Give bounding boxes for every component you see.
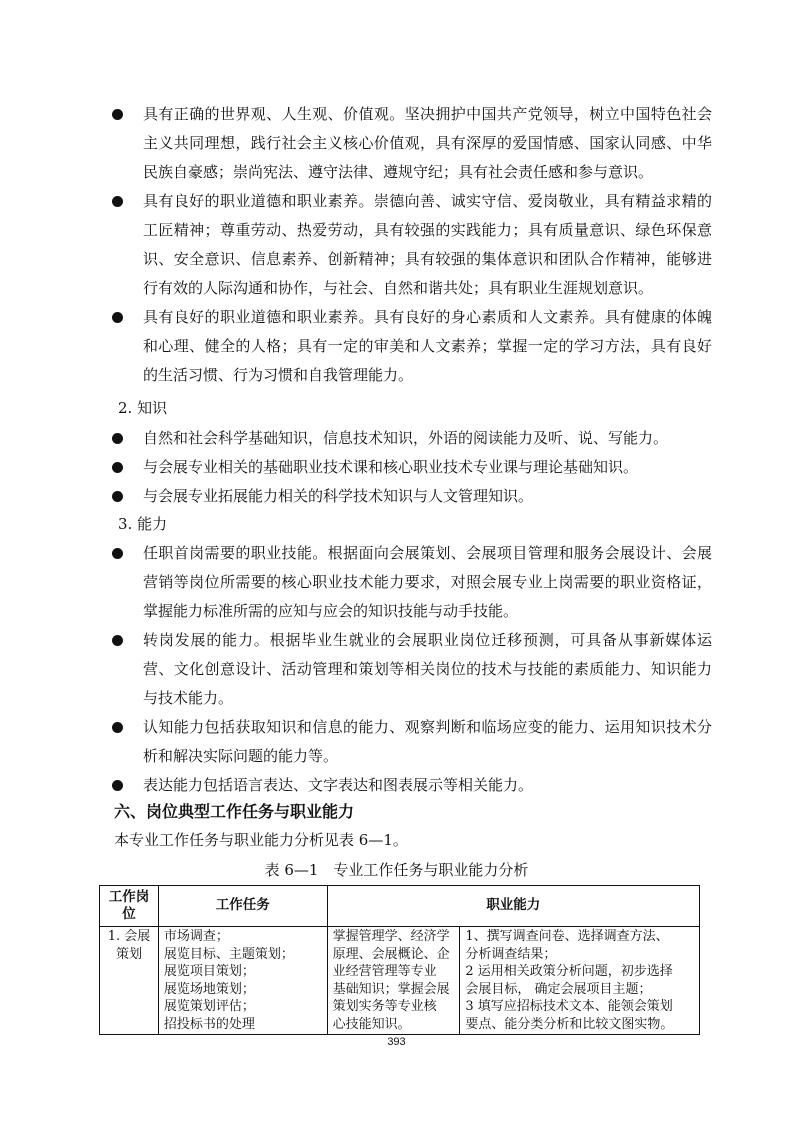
list-item: 具有良好的职业道德和职业素养。崇德向善、诚实守信、爱岗敬业，具有精益求精的工匠精神；尊重劳动、热爱劳动，具有较强的实践能力；具有质量意识、绿色环保意识、安全意识、信息素养、创新精神；具有较强的集体意识和团队合作精神，能够进行有效的人际沟通和协作，与社会、自然和谐共处；具有职业生涯规划意识。 bbox=[112, 187, 712, 303]
section-title: 六、岗位典型工作任务与职业能力 bbox=[114, 802, 355, 821]
bullet-icon bbox=[112, 196, 123, 207]
header-abilities: 职业能力 bbox=[327, 886, 699, 927]
bullet-icon bbox=[112, 312, 123, 323]
ability-heading: 3. 能力 bbox=[118, 515, 168, 533]
intro-text: 本专业工作任务与职业能力分析见表 6—1。 bbox=[114, 831, 408, 849]
list-item: 与会展专业拓展能力相关的科学技术知识与人文管理知识。 bbox=[112, 482, 712, 511]
knowledge-list bbox=[112, 424, 712, 511]
table-row bbox=[100, 927, 700, 1035]
bullet-icon bbox=[112, 462, 123, 473]
header-tasks: 工作任务 bbox=[158, 886, 327, 927]
list-item: 表达能力包括语言表达、文字表达和图表展示等相关能力。 bbox=[112, 771, 712, 800]
table-header-row bbox=[100, 886, 700, 927]
quality-list bbox=[112, 100, 712, 390]
ability-list bbox=[112, 539, 712, 800]
bullet-icon bbox=[112, 548, 123, 559]
header-post: 工作岗位 bbox=[100, 886, 159, 927]
bullet-icon bbox=[112, 780, 123, 791]
list-item: 与会展专业相关的基础职业技术课和核心职业技术专业课与理论基础知识。 bbox=[112, 453, 712, 482]
bullet-icon bbox=[112, 491, 123, 502]
cell-tasks: 市场调查； 展览目标、主题策划； 展览项目策划； 展览场地策划； 展览策划评估； 招投标书的处理 bbox=[158, 927, 327, 1035]
cell-abilities: 1、撰写调查问卷、选择调查方法、 分析调查结果； 2 运用相关政策分析问题，初步选择 会展目标， 确定会展项目主题； 3 填写应招标技术文本、能领会策划 要点、能分类分析和比较文图实物。 bbox=[460, 927, 700, 1035]
bullet-icon bbox=[112, 635, 123, 646]
knowledge-heading: 2. 知识 bbox=[118, 399, 168, 417]
bullet-icon bbox=[112, 722, 123, 733]
table-caption: 表 6—1 专业工作任务与职业能力分析 bbox=[264, 861, 529, 879]
list-item: 自然和社会科学基础知识，信息技术知识，外语的阅读能力及听、说、写能力。 bbox=[112, 424, 712, 453]
page-number: 393 bbox=[387, 1036, 406, 1048]
task-ability-table bbox=[99, 885, 700, 1035]
list-item: 认知能力包括获取知识和信息的能力、观察判断和临场应变的能力、运用知识技术分析和解决实际问题的能力等。 bbox=[112, 713, 712, 771]
list-item: 转岗发展的能力。根据毕业生就业的会展职业岗位迁移预测，可具备从事新媒体运营、文化创意设计、活动管理和策划等相关岗位的技术与技能的素质能力、知识能力与技术能力。 bbox=[112, 626, 712, 713]
list-item: 具有正确的世界观、人生观、价值观。坚决拥护中国共产党领导，树立中国特色社会主义共同理想，践行社会主义核心价值观，具有深厚的爱国情感、国家认同感、中华民族自豪感；崇尚宪法、遵守法律、遵规守纪；具有社会责任感和参与意识。 bbox=[112, 100, 712, 187]
cell-knowledge: 掌握管理学、经济学 原理、会展概论、企 业经营管理等专业 基础知识；掌握会展 策划实务等专业核 心技能知识。 bbox=[327, 927, 460, 1035]
cell-post: 1. 会展 策划 bbox=[100, 927, 159, 1035]
bullet-icon bbox=[112, 433, 123, 444]
list-item: 具有良好的职业道德和职业素养。具有良好的身心素质和人文素养。具有健康的体魄和心理、健全的人格；具有一定的审美和人文素养；掌握一定的学习方法，具有良好的生活习惯、行为习惯和自我管理能力。 bbox=[112, 303, 712, 390]
list-item: 任职首岗需要的职业技能。根据面向会展策划、会展项目管理和服务会展设计、会展营销等岗位所需要的核心职业技术能力要求，对照会展专业上岗需要的职业资格证，掌握能力标准所需的应知与应会的知识技能与动手技能。 bbox=[112, 539, 712, 626]
bullet-icon bbox=[112, 109, 123, 120]
